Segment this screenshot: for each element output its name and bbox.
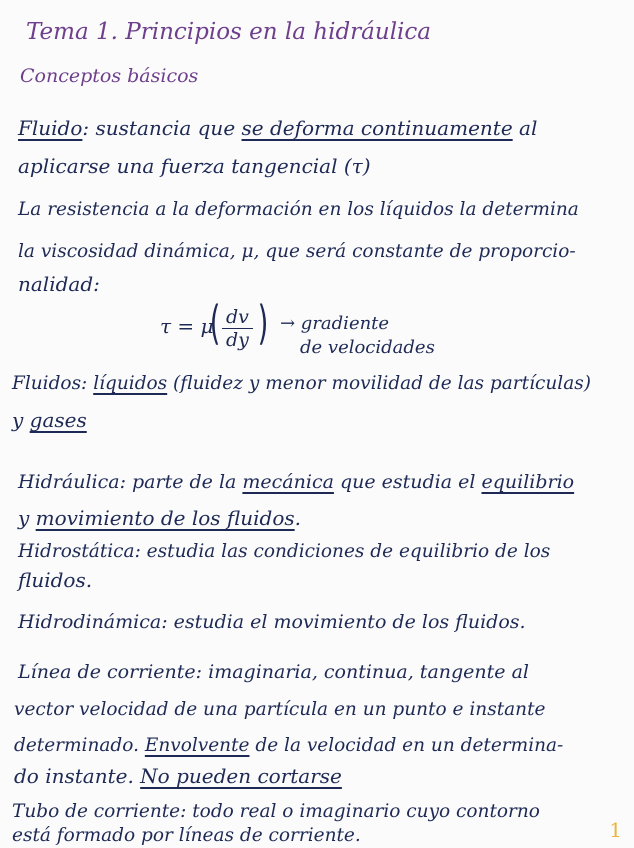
resistencia-line-2: la viscosidad dinámica, μ, que será constante de proporcio- (18, 241, 576, 262)
formula-fraction (222, 306, 253, 351)
fluidos-gases: gases (29, 408, 87, 432)
tubo-line-2: está formado por líneas de corriente. (12, 825, 361, 846)
fluido-key-phrase: se deforma continuamente (241, 116, 513, 140)
formula-lhs: τ = μ (160, 314, 214, 338)
fluidos-line-1 (12, 372, 591, 396)
linea-line-1: Línea de corriente: imaginaria, continua, tangente al (18, 661, 529, 683)
linea-text-c: de la velocidad en un determina- (249, 735, 564, 756)
formula-denominator: dy (226, 329, 249, 351)
hidraulica-mecanica: mecánica (242, 471, 334, 493)
formula-note-1: → gradiente (280, 313, 390, 334)
fluido-term: Fluido (18, 116, 83, 140)
formula-numerator: dv (222, 306, 253, 329)
fluidos-y: y (12, 408, 30, 432)
resistencia-line-1: La resistencia a la deformación en los líquidos la determina (18, 199, 579, 220)
linea-line-2: vector velocidad de una partícula en un punto e instante (14, 699, 546, 720)
hidraulica-text-a: Hidráulica: parte de la (18, 471, 243, 493)
linea-no-cortarse: No pueden cortarse (140, 764, 342, 788)
formula-paren-open: ( (209, 296, 221, 350)
fluido-line-1 (18, 116, 537, 140)
fluidos-line-2 (12, 408, 87, 432)
tubo-line-1: Tubo de corriente: todo real o imaginario cuyo contorno (12, 801, 540, 822)
linea-line-3 (14, 734, 563, 758)
linea-instante: do instante. (14, 764, 141, 788)
hidrostatica-line-2: fluidos. (18, 568, 93, 592)
page-number: 1 (609, 818, 622, 842)
hidraulica-line-2 (18, 506, 301, 530)
hidraulica-y: y (18, 506, 36, 530)
hidraulica-text-c: que estudia el (333, 471, 482, 493)
hidraulica-line-1 (18, 470, 574, 494)
fluido-text-c: al (512, 116, 538, 140)
linea-envolvente: Envolvente (144, 735, 250, 756)
fluido-text-a: : sustancia que (82, 116, 242, 140)
linea-line-4 (14, 764, 342, 788)
hidraulica-period: . (294, 506, 302, 530)
section-subtitle: Conceptos básicos (20, 65, 199, 87)
page-title: Tema 1. Principios en la hidráulica (26, 19, 432, 45)
formula-paren-close: ) (257, 296, 269, 350)
fluido-line-2: aplicarse una fuerza tangencial (τ) (18, 154, 371, 178)
fluidos-term: Fluidos: (12, 373, 94, 394)
fluidos-liquidos: líquidos (93, 373, 168, 394)
hidraulica-equilibrio: equilibrio (481, 471, 575, 493)
hidrodinamica-line-1: Hidrodinámica: estudia el movimiento de los fluidos. (18, 611, 526, 633)
formula-note-2: de velocidades (300, 337, 435, 358)
hidraulica-movimiento: movimiento de los fluidos (35, 506, 295, 530)
hidrostatica-line-1: Hidrostática: estudia las condiciones de equilibrio de los (18, 541, 551, 562)
fluidos-liquidos-note: (fluidez y menor movilidad de las partículas) (167, 373, 591, 394)
resistencia-line-3: nalidad: (18, 272, 100, 296)
linea-determinado: determinado. (14, 735, 145, 756)
